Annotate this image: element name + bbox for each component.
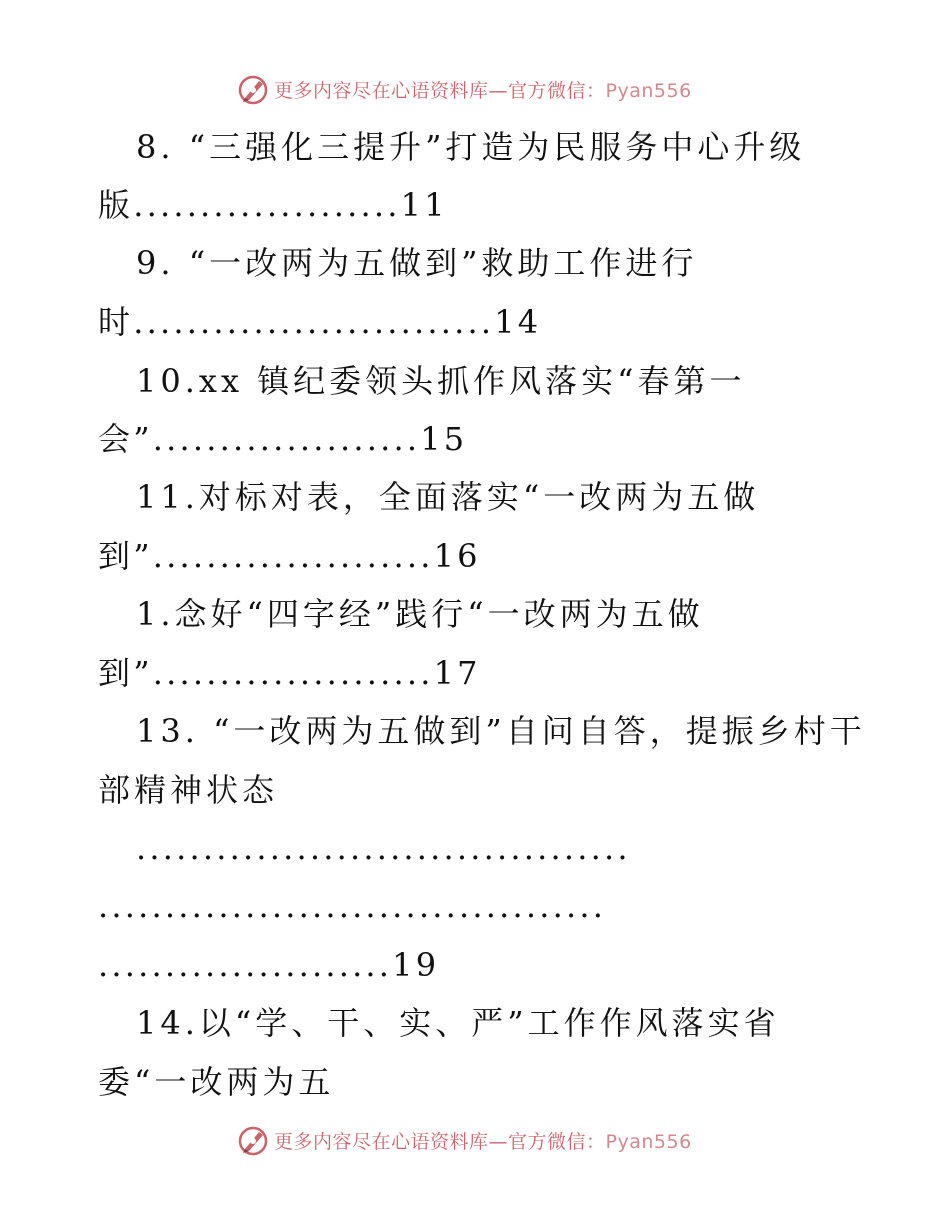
toc-entry-12-page: 到”.....................17 (98, 654, 481, 692)
toc-entry-13-title: 13. “一改两为五做到”自问自答，提振乡村干 (136, 712, 866, 750)
toc-entry-8-page: 版....................11 (98, 186, 448, 224)
watermark-wechat-id: Pyan556 (605, 79, 692, 102)
toc-entry-9-page: 时...........................14 (98, 303, 542, 341)
toc-entry-14-title-cont: 委“一改两为五 (98, 1063, 335, 1101)
pen-logo-icon (236, 1123, 270, 1157)
watermark-text: 更多内容尽在心语资料库—官方微信： (274, 79, 606, 102)
pen-logo-icon (236, 72, 270, 106)
toc-entry-11-page: 到”.....................16 (98, 537, 481, 575)
toc-entry-13-title-cont: 部精神状态 (98, 771, 279, 809)
toc-entry-10-page: 会”....................15 (98, 420, 468, 458)
toc-entry-9-title: 9. “一改两为五做到”救助工作进行 (136, 244, 698, 282)
toc-entry-13-page: ......................19 (98, 946, 440, 984)
toc-entry-10-title: 10.xx 镇纪委领头抓作风落实“春第一 (136, 362, 746, 400)
watermark-text: 更多内容尽在心语资料库—官方微信： (274, 1130, 606, 1153)
toc-entry-12-title: 1.念好“四字经”践行“一改两为五做 (136, 595, 704, 633)
watermark-header (236, 72, 692, 106)
toc-entry-13-leader-2: ...................................... (98, 887, 607, 925)
toc-entry-13-leader-1: ..................................... (136, 829, 631, 867)
toc-entry-8-title: 8. “三强化三提升”打造为民服务中心升级 (136, 128, 806, 166)
watermark-footer (236, 1123, 692, 1157)
toc-entry-11-title: 11.对标对表，全面落实“一改两为五做 (136, 478, 760, 516)
watermark-wechat-id: Pyan556 (605, 1130, 692, 1153)
toc-entry-14-title: 14.以“学、干、实、严”工作作风落实省 (136, 1004, 780, 1042)
